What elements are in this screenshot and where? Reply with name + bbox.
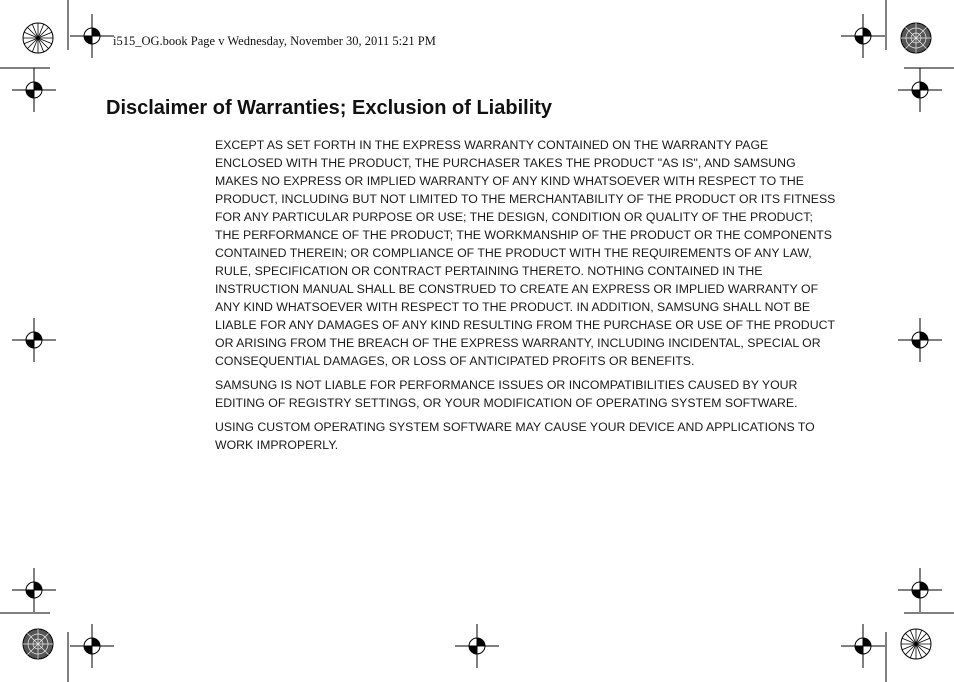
registration-crosshair-icon bbox=[70, 14, 114, 58]
registration-crosshair-icon bbox=[898, 68, 942, 112]
registration-crosshair-icon bbox=[12, 68, 56, 112]
registration-crosshair-icon bbox=[898, 568, 942, 612]
paragraph-custom-os: USING CUSTOM OPERATING SYSTEM SOFTWARE MAY CAUSE YOUR DEVICE AND APPLICATIONS TO WORK IMPROPERLY. bbox=[215, 420, 815, 452]
color-starburst-icon bbox=[22, 628, 54, 660]
registration-crosshair-icon bbox=[841, 14, 885, 58]
registration-crosshair-icon bbox=[841, 624, 885, 668]
color-starburst-icon bbox=[900, 22, 932, 54]
page-title: Disclaimer of Warranties; Exclusion of Liability bbox=[106, 97, 553, 119]
registration-crosshair-icon bbox=[70, 624, 114, 668]
registration-crosshair-icon bbox=[455, 624, 499, 668]
color-starburst-icon bbox=[22, 22, 54, 54]
color-starburst-icon bbox=[900, 628, 932, 660]
paragraph-warranty: EXCEPT AS SET FORTH IN THE EXPRESS WARRANTY CONTAINED ON THE WARRANTY PAGE ENCLOSED WITH THE PRODUCT, THE PURCHASER TAKES THE PRODUCT "AS IS", AND SAMSUNG MAKES NO EXPRESS OR IMPLIED WARRANTY OF ANY KIND WHATSOEVER WITH RESPECT TO THE PRODUCT, INCLUDING BUT NOT LIMITED TO THE MERCHANTABILITY OF THE PRODUCT OR ITS FITNESS FOR ANY PARTICULAR PURPOSE OR USE; THE DESIGN, CONDITION OR QUALITY OF THE PRODUCT; THE PERFORMANCE OF THE PRODUCT; THE WORKMANSHIP OF THE PRODUCT OR THE COMPONENTS CONTAINED THEREIN; OR COMPLIANCE OF THE PRODUCT WITH THE REQUIREMENTS OF ANY LAW, RULE, SPECIFICATION OR CONTRACT PERTAINING THERETO. NOTHING CONTAINED IN THE INSTRUCTION MANUAL SHALL BE CONSTRUED TO CREATE AN EXPRESS OR IMPLIED WARRANTY OF ANY KIND WHATSOEVER WITH RESPECT TO THE PRODUCT. IN ADDITION, SAMSUNG SHALL NOT BE LIABLE FOR ANY DAMAGES OF ANY KIND RESULTING FROM THE PURCHASE OR USE OF THE PRODUCT OR ARISING FROM THE BREACH OF THE EXPRESS WARRANTY, INCLUDING INCIDENTAL, SPECIAL OR CONSEQUENTIAL DAMAGES, OR LOSS OF ANTICIPATED PROFITS OR BENEFITS. bbox=[215, 138, 836, 368]
registration-crosshair-icon bbox=[12, 568, 56, 612]
registration-crosshair-icon bbox=[12, 318, 56, 362]
paragraph-registry: SAMSUNG IS NOT LIABLE FOR PERFORMANCE ISSUES OR INCOMPATIBILITIES CAUSED BY YOUR EDITING OF REGISTRY SETTINGS, OR YOUR MODIFICATION OF OPERATING SYSTEM SOFTWARE. bbox=[215, 378, 798, 410]
registration-crosshair-icon bbox=[898, 318, 942, 362]
print-header: i515_OG.book Page v Wednesday, November 30, 2011 5:21 PM bbox=[113, 34, 436, 48]
